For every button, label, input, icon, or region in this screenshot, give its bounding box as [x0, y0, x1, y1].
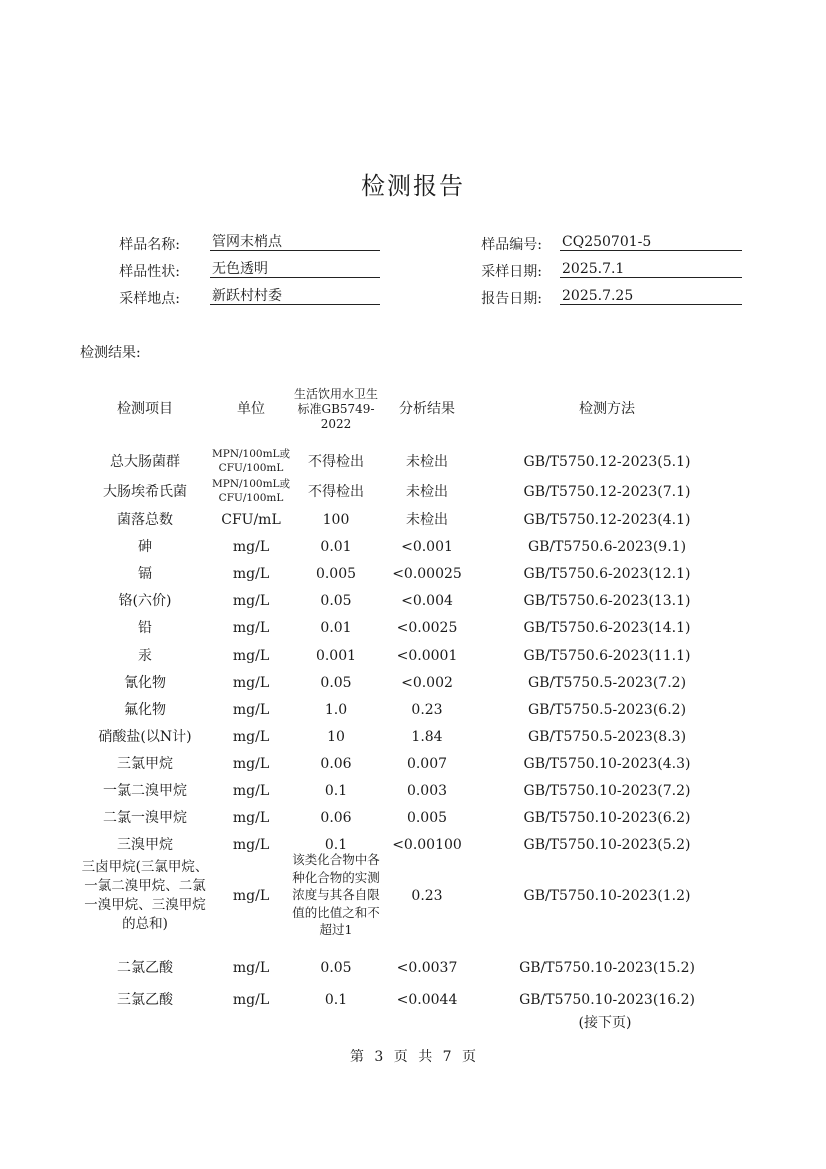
- cell-standard: 0.1: [324, 836, 348, 853]
- header-standard: 生活饮用水卫生标准GB5749-2022: [293, 386, 378, 431]
- sample-state-label: 样品性状:: [119, 264, 180, 280]
- cell-item: 一氯二溴甲烷: [103, 782, 187, 799]
- report-date-value: 2025.7.25: [560, 287, 742, 305]
- cell-item: 三氯乙酸: [117, 991, 173, 1008]
- cell-item: 三氯甲烷: [117, 755, 173, 772]
- sample-no-label: 样品编号:: [481, 237, 542, 253]
- cell-item: 三溴甲烷: [117, 836, 173, 853]
- sample-name-label: 样品名称:: [119, 237, 180, 253]
- cell-item: 二氯乙酸: [117, 959, 173, 976]
- sampling-date-value: 2025.7.1: [560, 260, 742, 278]
- cell-unit: mg/L: [232, 701, 270, 718]
- cell-unit: mg/L: [232, 887, 270, 904]
- sample-no-value: CQ250701-5: [560, 233, 742, 251]
- cell-item: 砷: [138, 538, 152, 555]
- cell-standard: 100: [322, 511, 350, 528]
- cell-standard: 该类化合物中各种化合物的实测浓度与其各自限值的比值之和不超过1: [292, 852, 380, 938]
- cell-result: 0.003: [406, 782, 448, 799]
- sampling-site-label: 采样地点:: [119, 291, 180, 307]
- sample-name-value: 管网末梢点: [210, 233, 380, 251]
- cell-method: GB/T5750.10-2023(16.2): [519, 991, 695, 1008]
- cell-result: 未检出: [406, 483, 448, 500]
- cell-unit: MPN/100mL或CFU/100mL: [212, 448, 291, 474]
- cell-standard: 0.1: [324, 782, 348, 799]
- cell-standard: 1.0: [324, 701, 348, 718]
- cell-item: 三卤甲烷(三氯甲烷、一氯二溴甲烷、二氯一溴甲烷、三溴甲烷的总和): [81, 859, 209, 932]
- cell-standard: 不得检出: [308, 453, 364, 470]
- cell-method: GB/T5750.10-2023(5.2): [523, 836, 691, 853]
- cell-unit: mg/L: [232, 782, 270, 799]
- cell-method: GB/T5750.6-2023(11.1): [523, 647, 691, 664]
- sampling-date-label: 采样日期:: [481, 264, 542, 280]
- header-item: 检测项目: [117, 400, 173, 417]
- cell-result: <0.0044: [396, 991, 458, 1008]
- cell-method: GB/T5750.6-2023(9.1): [527, 538, 687, 555]
- cell-item: 硝酸盐(以N计): [98, 728, 192, 745]
- cell-unit: mg/L: [232, 991, 270, 1008]
- cell-unit: mg/L: [232, 959, 270, 976]
- cell-method: GB/T5750.10-2023(4.3): [523, 755, 691, 772]
- cell-standard: 10: [327, 728, 345, 745]
- cell-method: GB/T5750.6-2023(13.1): [523, 592, 691, 609]
- cell-result: <0.004: [401, 592, 453, 609]
- cell-method: GB/T5750.5-2023(7.2): [527, 674, 687, 691]
- cell-result: <0.0025: [396, 619, 458, 636]
- continued-note: (接下页): [578, 1015, 632, 1031]
- sample-state-value: 无色透明: [210, 260, 380, 278]
- cell-method: GB/T5750.12-2023(5.1): [523, 453, 691, 470]
- cell-method: GB/T5750.6-2023(12.1): [523, 565, 691, 582]
- cell-item: 镉: [138, 565, 152, 582]
- cell-method: GB/T5750.5-2023(8.3): [527, 728, 687, 745]
- cell-method: GB/T5750.5-2023(6.2): [527, 701, 687, 718]
- cell-standard: 0.05: [320, 674, 352, 691]
- cell-item: 二氯一溴甲烷: [103, 809, 187, 826]
- cell-item: 菌落总数: [117, 511, 173, 528]
- cell-item: 总大肠菌群: [110, 453, 180, 470]
- cell-method: GB/T5750.10-2023(15.2): [519, 959, 695, 976]
- cell-unit: mg/L: [232, 809, 270, 826]
- cell-method: GB/T5750.10-2023(1.2): [523, 887, 691, 904]
- cell-result: <0.00100: [392, 836, 462, 853]
- cell-standard: 不得检出: [308, 483, 364, 500]
- cell-standard: 0.05: [320, 959, 352, 976]
- report-date-label: 报告日期:: [481, 291, 542, 307]
- cell-unit: mg/L: [232, 755, 270, 772]
- cell-unit: mg/L: [232, 592, 270, 609]
- sampling-site-value: 新跃村村委: [210, 287, 380, 305]
- header-unit: 单位: [237, 400, 265, 417]
- cell-method: GB/T5750.12-2023(4.1): [523, 511, 691, 528]
- cell-item: 氰化物: [124, 674, 166, 691]
- header-result: 分析结果: [399, 400, 455, 417]
- cell-result: 0.23: [411, 701, 443, 718]
- cell-method: GB/T5750.10-2023(6.2): [523, 809, 691, 826]
- cell-item: 氟化物: [124, 701, 166, 718]
- cell-unit: mg/L: [232, 836, 270, 853]
- results-label: 检测结果:: [80, 345, 141, 361]
- header-method: 检测方法: [579, 400, 635, 417]
- cell-result: <0.0037: [396, 959, 458, 976]
- cell-standard: 0.06: [320, 809, 352, 826]
- cell-result: 0.23: [411, 887, 443, 904]
- cell-unit: mg/L: [232, 647, 270, 664]
- cell-method: GB/T5750.12-2023(7.1): [523, 483, 691, 500]
- cell-unit: mg/L: [232, 538, 270, 555]
- cell-item: 铬(六价): [118, 592, 172, 609]
- cell-standard: 0.01: [320, 538, 352, 555]
- cell-unit: mg/L: [232, 674, 270, 691]
- cell-unit: mg/L: [232, 728, 270, 745]
- cell-result: <0.002: [401, 674, 453, 691]
- cell-unit: mg/L: [232, 565, 270, 582]
- cell-result: 0.005: [406, 809, 448, 826]
- cell-standard: 0.06: [320, 755, 352, 772]
- cell-result: 未检出: [406, 511, 448, 528]
- cell-result: 未检出: [406, 453, 448, 470]
- cell-method: GB/T5750.10-2023(7.2): [523, 782, 691, 799]
- cell-result: <0.001: [401, 538, 453, 555]
- cell-standard: 0.001: [315, 647, 357, 664]
- cell-result: 1.84: [411, 728, 443, 745]
- cell-unit: CFU/mL: [221, 511, 281, 528]
- cell-result: <0.00025: [392, 565, 462, 582]
- cell-result: 0.007: [406, 755, 448, 772]
- cell-standard: 0.1: [324, 991, 348, 1008]
- cell-unit: mg/L: [232, 619, 270, 636]
- cell-item: 铅: [138, 619, 152, 636]
- cell-method: GB/T5750.6-2023(14.1): [523, 619, 691, 636]
- cell-standard: 0.01: [320, 619, 352, 636]
- cell-item: 汞: [138, 647, 152, 664]
- cell-unit: MPN/100mL或CFU/100mL: [212, 478, 291, 504]
- report-title: 检测报告: [361, 172, 465, 200]
- cell-standard: 0.005: [315, 565, 357, 582]
- page-number: 第 3 页 共 7 页: [349, 1049, 477, 1065]
- cell-result: <0.0001: [396, 647, 458, 664]
- cell-standard: 0.05: [320, 592, 352, 609]
- cell-item: 大肠埃希氏菌: [103, 483, 187, 500]
